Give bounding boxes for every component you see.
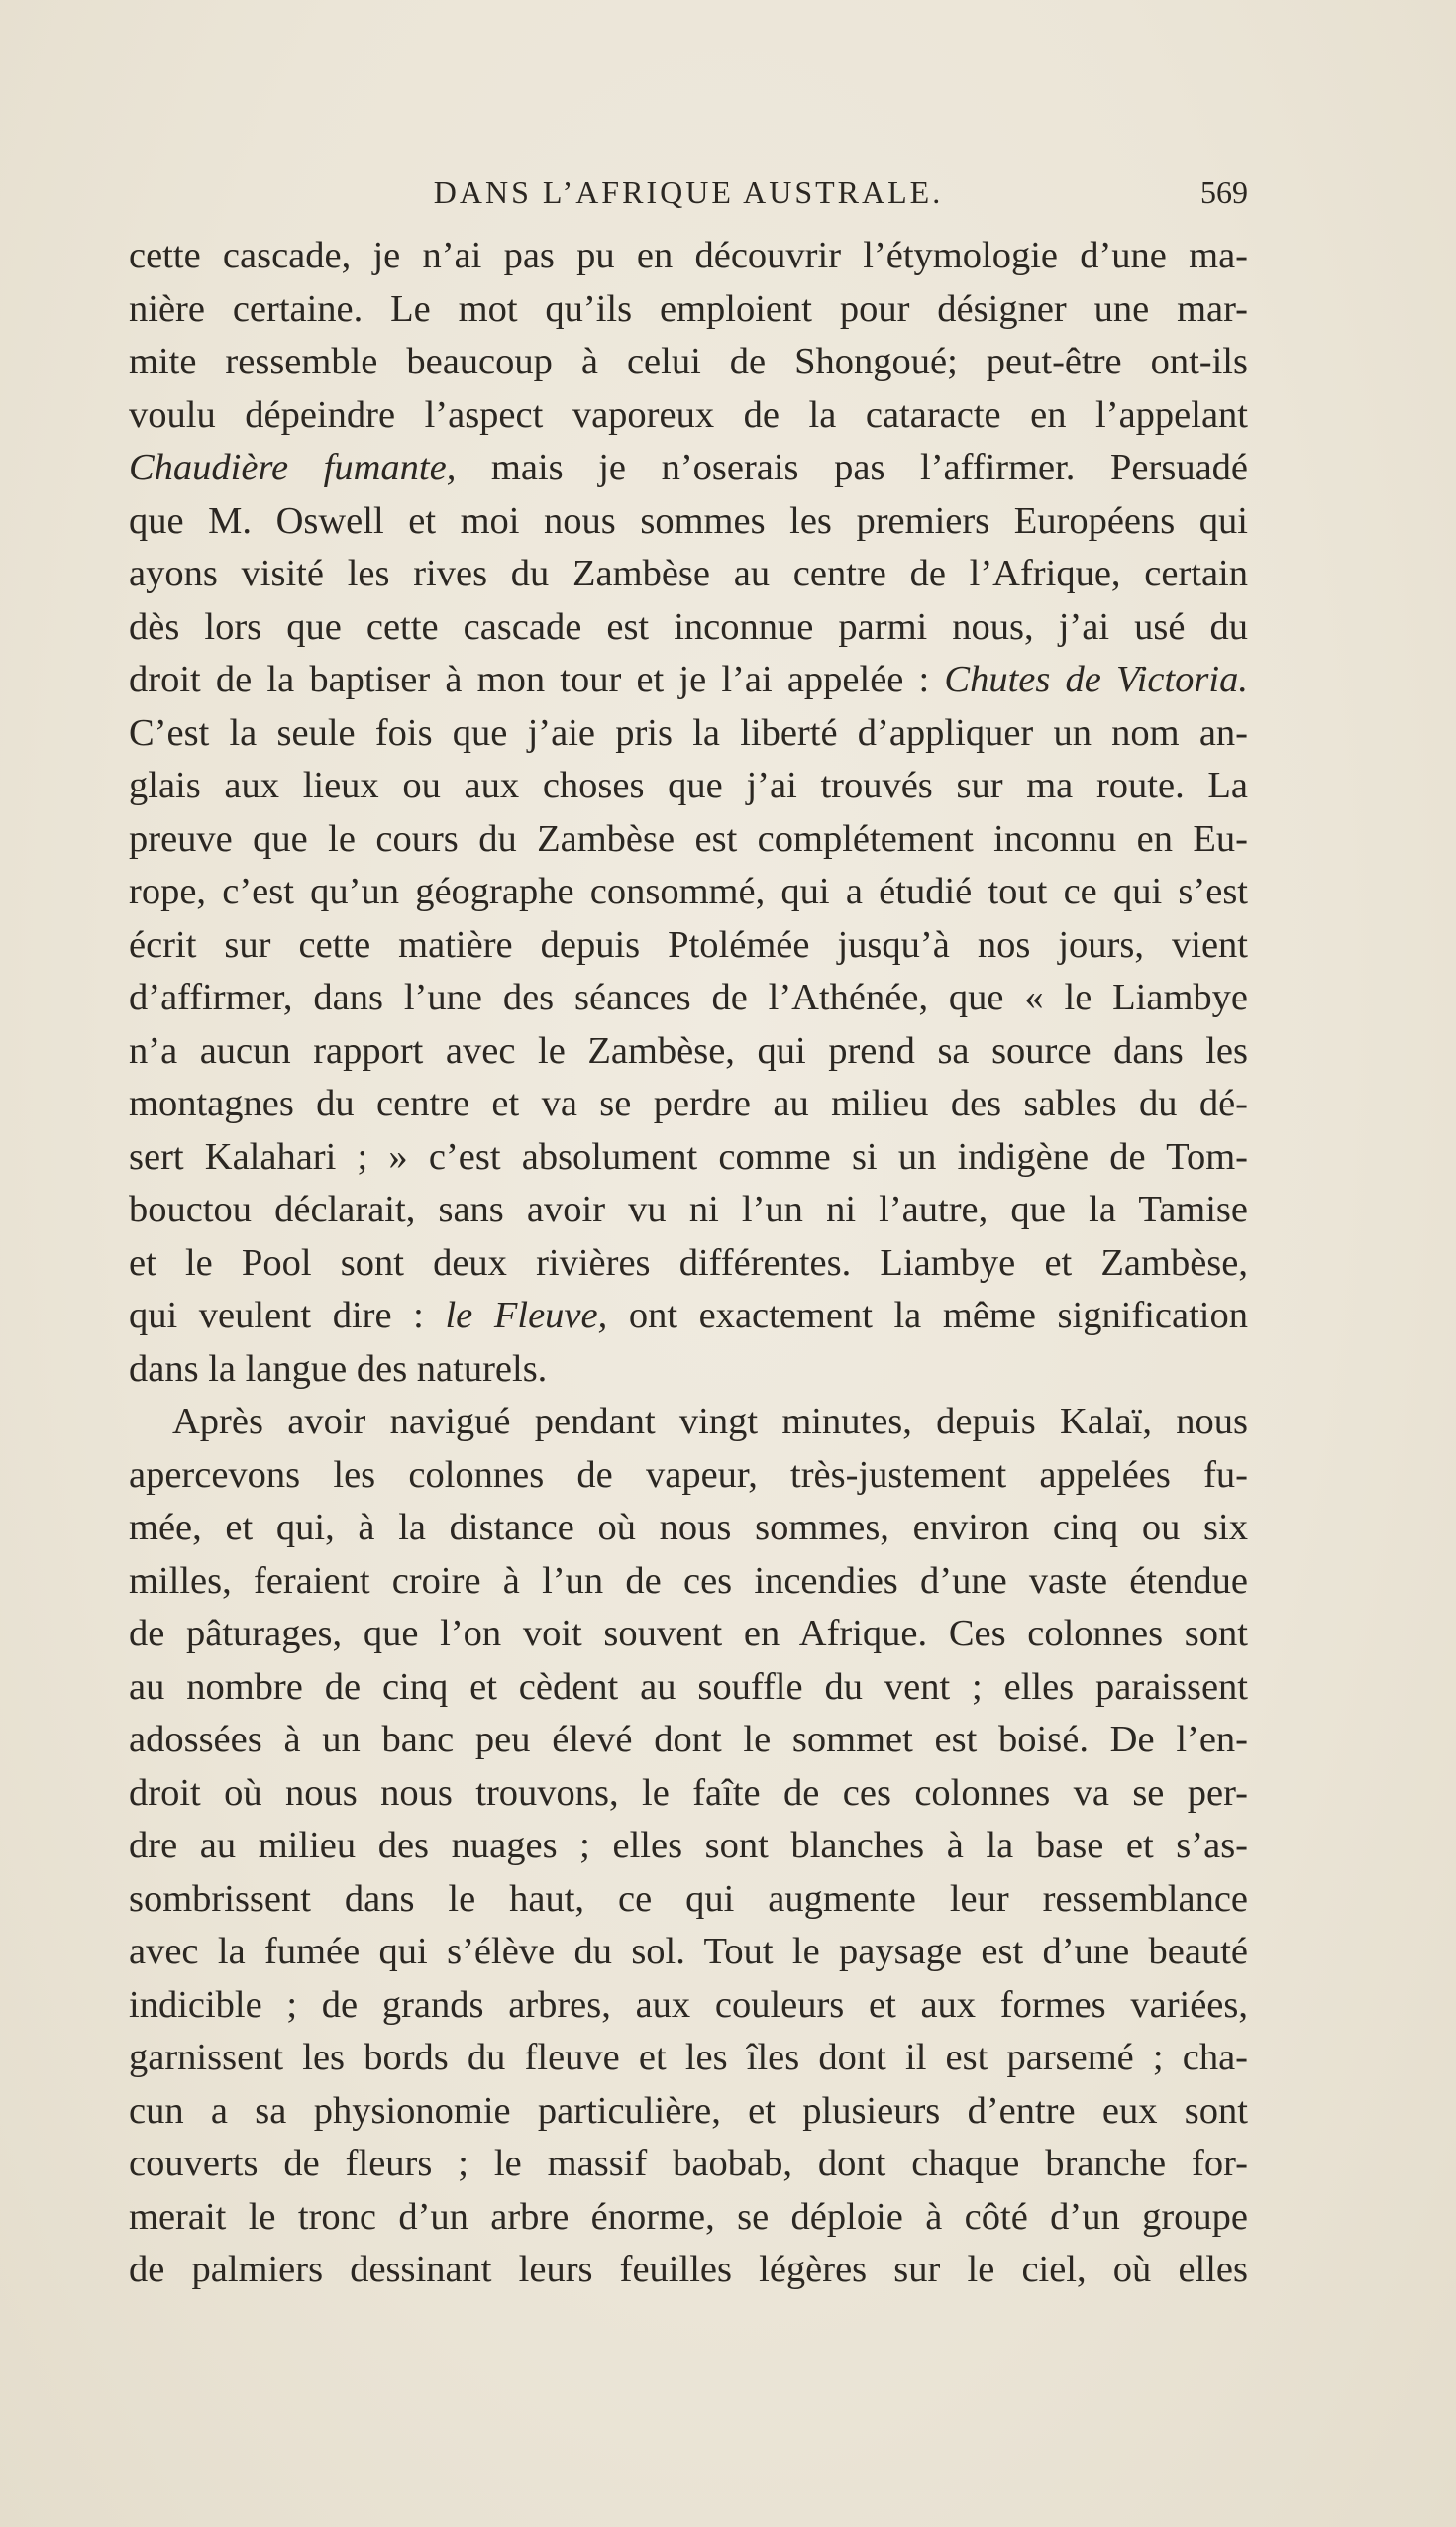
text-line [129, 1131, 1248, 1185]
text-line [129, 2138, 1248, 2191]
text-line [129, 654, 1248, 707]
text-line [129, 1661, 1248, 1715]
running-title: DANS L’AFRIQUE AUSTRALE. [433, 174, 944, 210]
text-line [129, 1714, 1248, 1767]
text-line [129, 1343, 1248, 1397]
line-text: voulu dépeindre l’aspect vaporeux de la cataracte en l’appelant [129, 393, 1248, 436]
text-line [129, 760, 1248, 813]
line-text: mite ressemble beaucoup à celui de Shongoué; peut-être ont-ils [129, 341, 1248, 382]
line-text: montagnes du centre et va se perdre au milieu des sables du dé- [129, 1083, 1248, 1124]
text-line [129, 1078, 1248, 1131]
text-line [129, 495, 1248, 549]
emphasis: Chaudière fumante, [129, 447, 457, 488]
text-line [129, 283, 1248, 337]
text-line [129, 2244, 1248, 2297]
line-text: dre au milieu des nuages ; elles sont blanches à la base et s’as- [129, 1825, 1248, 1866]
line-text: mée, et qui, à la distance où nous sommes, environ cinq ou six [129, 1507, 1248, 1548]
page-number: 569 [1200, 174, 1248, 210]
line-text: de palmiers dessinant leurs feuilles légères sur le ciel, où elles [129, 2249, 1248, 2290]
text-line [129, 1873, 1248, 1927]
line-text: adossées à un banc peu élevé dont le sommet est boisé. De l’en- [129, 1719, 1248, 1760]
line-text: Après avoir navigué pendant vingt minutes, depuis Kalaï, nous [172, 1401, 1248, 1442]
text-line [129, 1025, 1248, 1079]
body-text [129, 230, 1248, 2297]
line-text: rope, c’est qu’un géographe consommé, qui a étudié tout ce qui s’est [129, 871, 1248, 912]
line-text: ayons visité les rives du Zambèse au centre de l’Afrique, certain [129, 553, 1248, 594]
line-text: au nombre de cinq et cèdent au souffle du vent ; elles paraissent [129, 1665, 1248, 1708]
text-line [129, 919, 1248, 973]
line-text: d’affirmer, dans l’une des séances de l’Athénée, que « le Liambye [129, 977, 1248, 1018]
text-line [129, 707, 1248, 761]
text-line [129, 866, 1248, 919]
line-text: de pâturages, que l’on voit souvent en Afrique. Ces colonnes sont [129, 1613, 1248, 1654]
line-text: mais je n’oserais pas l’affirmer. Persuadé [456, 447, 1248, 488]
text-line [129, 972, 1248, 1025]
line-text: apercevons les colonnes de vapeur, très-justement appelées fu- [129, 1453, 1248, 1496]
line-text: preuve que le cours du Zambèse est complétement inconnu en Eu- [129, 817, 1248, 860]
line-text: écrit sur cette matière depuis Ptolémée jusqu’à nos jours, vient [129, 923, 1248, 966]
text-line [129, 1184, 1248, 1237]
text-line [129, 1290, 1248, 1343]
text-line [129, 2191, 1248, 2245]
line-text: C’est la seule fois que j’aie pris la liberté d’appliquer un nom an- [129, 711, 1248, 754]
text-line [129, 813, 1248, 867]
line-text: cun a sa physionomie particulière, et plusieurs d’entre eux sont [129, 2089, 1248, 2132]
text-line [129, 2085, 1248, 2139]
text-line [129, 1502, 1248, 1555]
line-text: milles, feraient croire à l’un de ces incendies d’une vaste étendue [129, 1559, 1248, 1602]
text-line [129, 601, 1248, 655]
line-text: nière certaine. Le mot qu’ils emploient pour désigner une mar- [129, 287, 1248, 330]
emphasis: le Fleuve, [445, 1295, 608, 1336]
text-line [129, 389, 1248, 443]
line-text: sombrissent dans le haut, ce qui augmente leur ressemblance [129, 1877, 1248, 1920]
text-line [129, 1555, 1248, 1609]
text-line [129, 1449, 1248, 1503]
line-text: droit de la baptiser à mon tour et je l’ai appelée : [129, 659, 945, 700]
line-text: merait le tronc d’un arbre énorme, se déploie à côté d’un groupe [129, 2195, 1248, 2238]
line-text: couverts de fleurs ; le massif baobab, dont chaque branche for- [129, 2143, 1248, 2184]
text-line [129, 1237, 1248, 1291]
text-line [129, 336, 1248, 389]
running-head [129, 170, 1248, 214]
line-text: cette cascade, je n’ai pas pu en découvrir l’étymologie d’une ma- [129, 235, 1248, 276]
line-text: sert Kalahari ; » c’est absolument comme si un indigène de Tom- [129, 1135, 1248, 1178]
line-text: dès lors que cette cascade est inconnue parmi nous, j’ai usé du [129, 605, 1248, 648]
line-text: glais aux lieux ou aux choses que j’ai trouvés sur ma route. La [129, 765, 1248, 806]
line-text: n’a aucun rapport avec le Zambèse, qui prend sa source dans les [129, 1029, 1248, 1072]
text-line [129, 548, 1248, 601]
text-line [129, 1767, 1248, 1821]
text-line [129, 442, 1248, 495]
line-text: et le Pool sont deux rivières différentes. Liambye et Zambèse, [129, 1241, 1248, 1284]
emphasis: Chutes de Victoria. [944, 659, 1248, 700]
text-line [129, 1608, 1248, 1661]
line-text: dans la langue des naturels. [129, 1347, 548, 1390]
line-text: qui veulent dire : [129, 1295, 446, 1336]
text-line [129, 1926, 1248, 1979]
text-line [129, 2032, 1248, 2085]
text-line [129, 1396, 1248, 1449]
line-text: indicible ; de grands arbres, aux couleurs et aux formes variées, [129, 1983, 1248, 2026]
text-line [129, 1820, 1248, 1873]
line-text: avec la fumée qui s’élève du sol. Tout le paysage est d’une beauté [129, 1931, 1248, 1972]
line-text: droit où nous nous trouvons, le faîte de ces colonnes va se per- [129, 1771, 1248, 1814]
text-line [129, 1979, 1248, 2033]
line-text: bouctou déclarait, sans avoir vu ni l’un ni l’autre, que la Tamise [129, 1189, 1248, 1230]
text-line [129, 230, 1248, 283]
line-text: garnissent les bords du fleuve et les îles dont il est parsemé ; cha- [129, 2037, 1248, 2078]
line-text: ont exactement la même signification [607, 1295, 1249, 1336]
line-text: que M. Oswell et moi nous sommes les premiers Européens qui [129, 499, 1248, 542]
